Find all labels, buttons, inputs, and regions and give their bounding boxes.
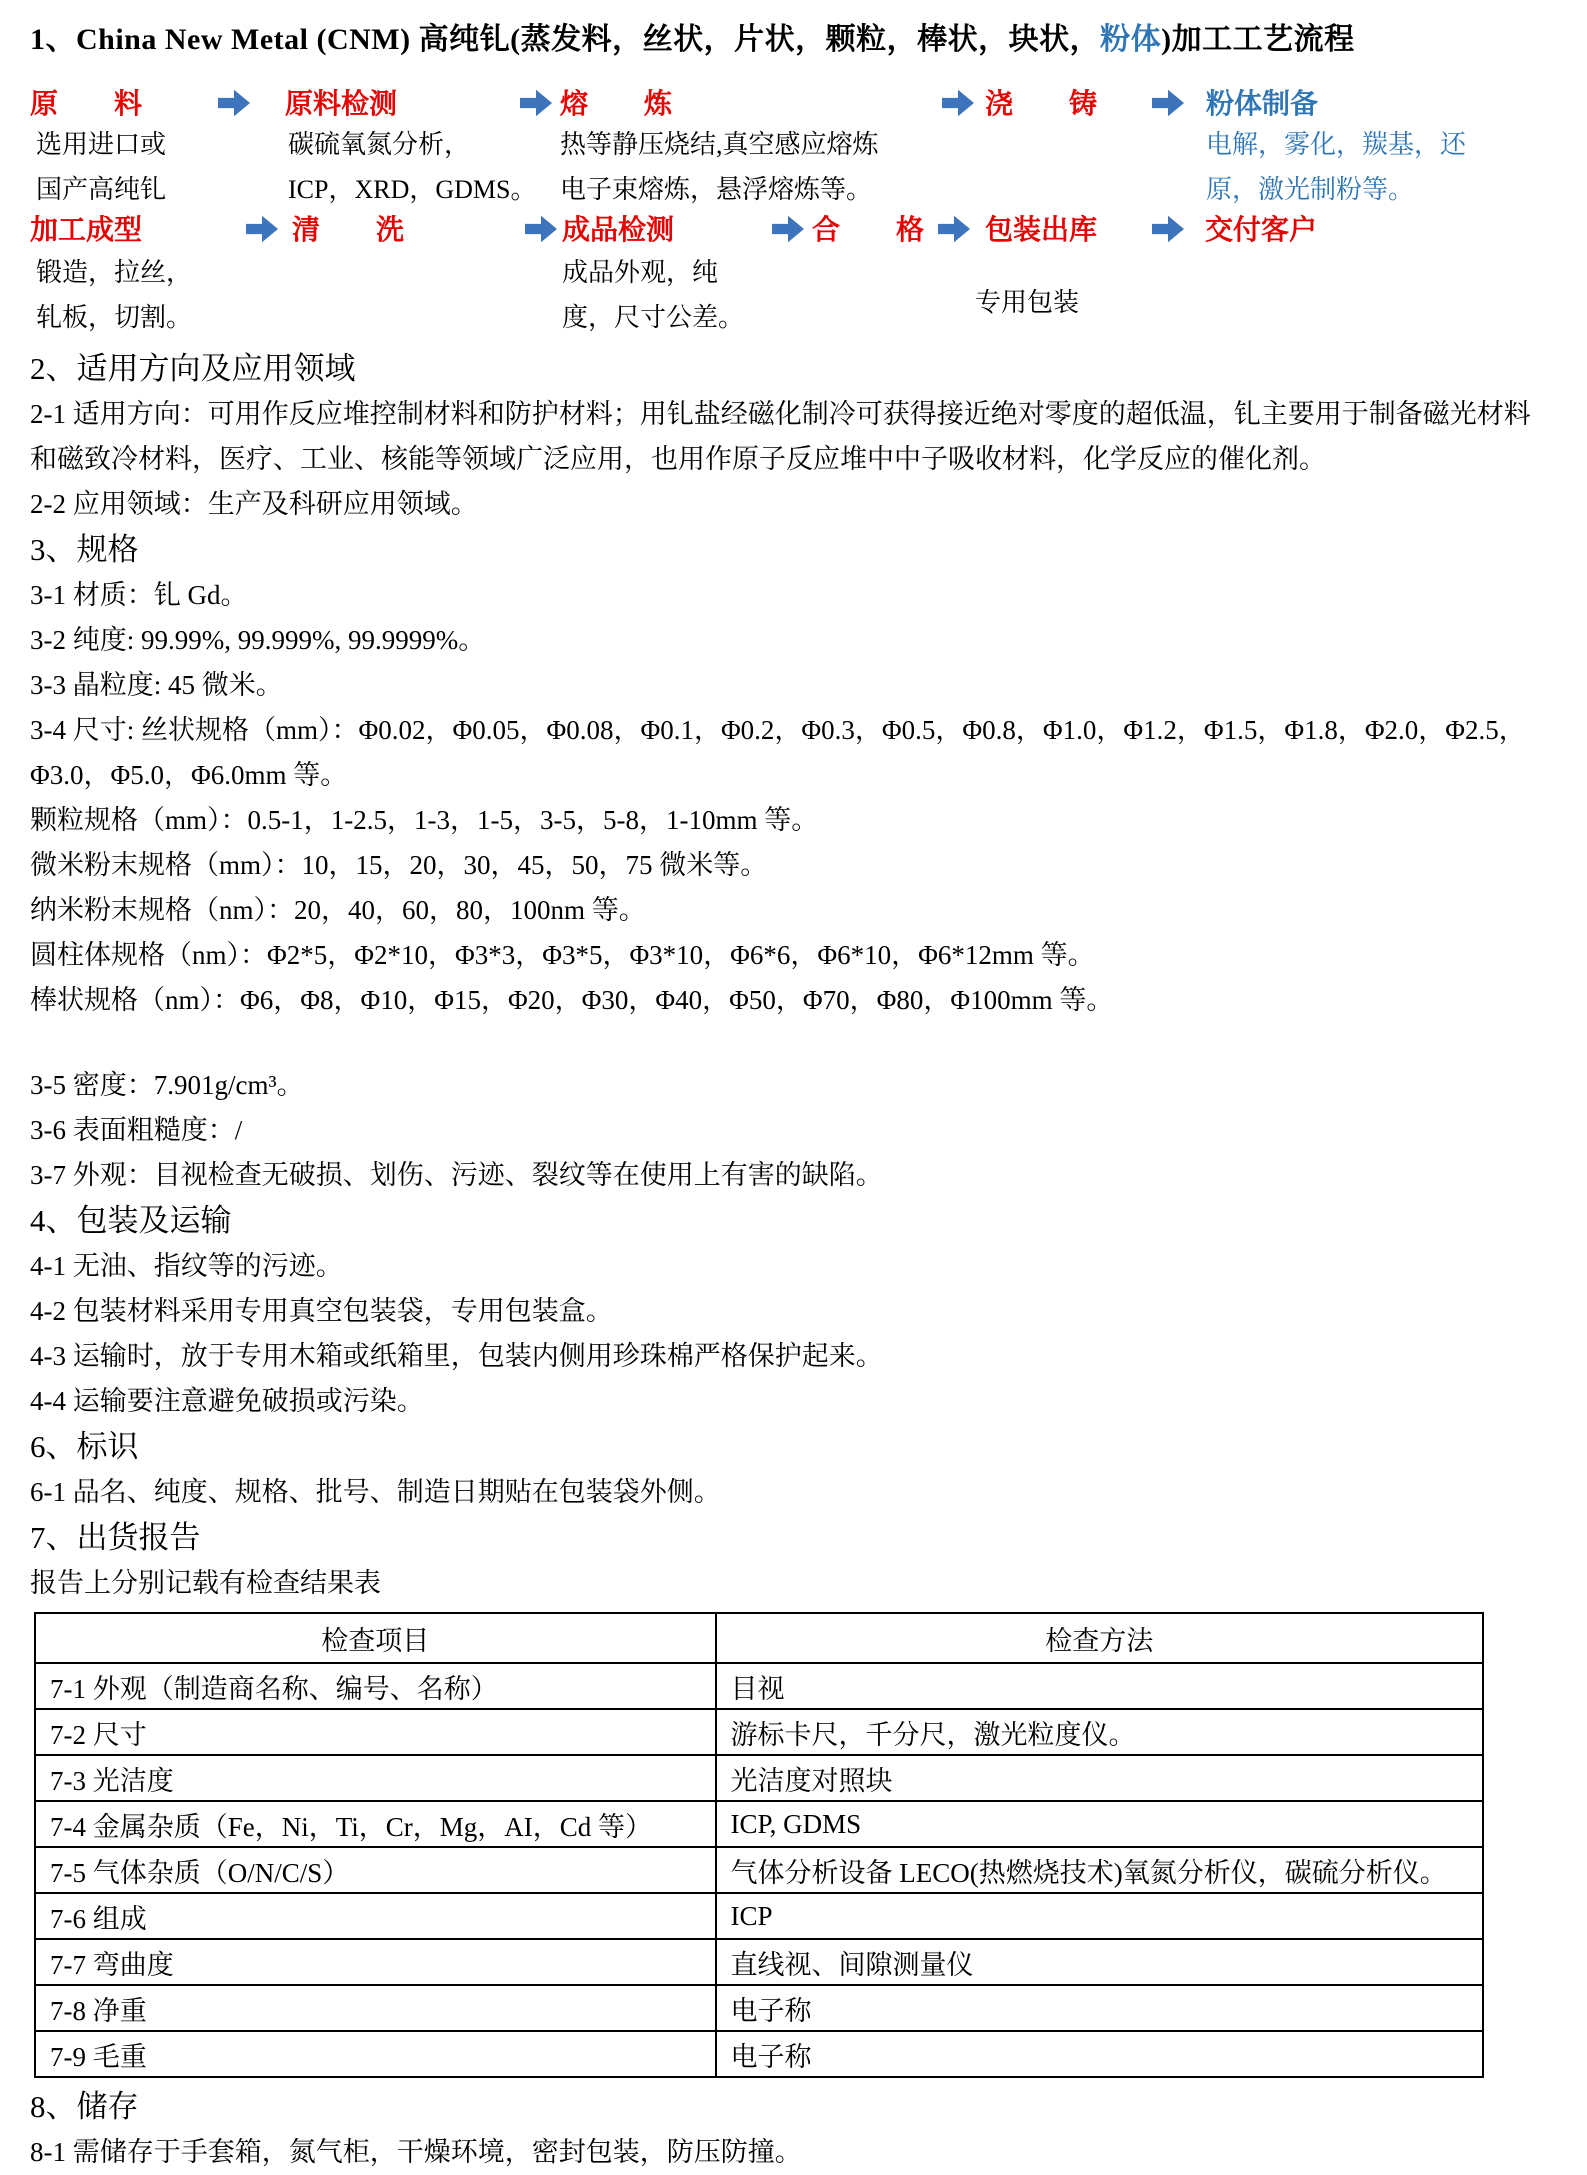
flow-desc-smelting: 热等静压烧结,真空感应熔炼 电子束熔炼，悬浮熔炼等。	[560, 130, 879, 204]
cell-item: 7-3 光洁度	[35, 1755, 716, 1801]
section-7-heading: 7、出货报告	[30, 1520, 201, 1555]
section-6-1: 6-1 品名、纯度、规格、批号、制造日期贴在包装袋外侧。	[30, 1477, 721, 1507]
cell-method: 光洁度对照块	[716, 1755, 1483, 1801]
section-2-2: 2-2 应用领域：生产及科研应用领域。	[30, 489, 478, 519]
flow-desc-packing: 专用包装	[975, 288, 1080, 317]
spec-rod: 棒状规格（nm）：Φ6，Φ8，Φ10，Φ15，Φ20，Φ30，Φ40，Φ50，Φ70，Φ80，Φ100mm 等。	[30, 985, 1114, 1015]
table-header-row	[35, 1613, 1483, 1663]
cell-item: 7-1 外观（制造商名称、编号、名称）	[35, 1663, 716, 1709]
flow-arrow-icon	[525, 214, 557, 244]
section-4-heading: 4、包装及运输	[30, 1203, 232, 1238]
column-header-item: 检查项目	[35, 1613, 716, 1663]
flow-arrow-icon	[942, 88, 974, 118]
cell-method: ICP, GDMS	[716, 1801, 1483, 1847]
section-3-heading: 3、规格	[30, 532, 139, 567]
flow-arrow-icon	[218, 88, 250, 118]
cell-method: 直线视、间隙测量仪	[716, 1939, 1483, 1985]
table-row	[35, 1939, 1483, 1985]
cell-item: 7-4 金属杂质（Fe，Ni，Ti，Cr，Mg，AI，Cd 等）	[35, 1801, 716, 1847]
flow-arrow-icon	[246, 214, 278, 244]
section-2-1: 2-1 适用方向：可用作反应堆控制材料和防护材料；用钆盐经磁化制冷可获得接近绝对零度的超低温，钆主要用于制备磁光材料和磁致冷材料，医疗、工业、核能等领域广泛应用，也用作原子反应堆中中子吸收材料，化学反应的催化剂。	[30, 399, 1531, 474]
flow-desc-powder-prep: 电解，雾化，羰基，还 原，激光制粉等。	[1206, 130, 1467, 204]
section-3-7: 3-7 外观：目视检查无破损、划伤、污迹、裂纹等在使用上有害的缺陷。	[30, 1160, 883, 1190]
cell-method: 电子称	[716, 2031, 1483, 2077]
table-row	[35, 2031, 1483, 2077]
flow-step-final-inspection: 成品检测	[562, 215, 675, 246]
report-table-intro: 报告上分别记载有检查结果表	[30, 1568, 381, 1598]
flow-step-qualified: 合 格	[812, 215, 925, 246]
table-row	[35, 1663, 1483, 1709]
page-title	[30, 14, 1547, 58]
process-flowchart	[30, 58, 1547, 346]
section-3-6: 3-6 表面粗糙度：/	[30, 1115, 243, 1145]
flow-desc-final-inspection: 成品外观，纯 度，尺寸公差。	[562, 258, 745, 332]
title-prefix: 1、China New Metal (CNM) 高纯钆(蒸发料，丝状，片状，颗粒，棒状，块状，	[30, 23, 1101, 56]
cell-item: 7-2 尺寸	[35, 1709, 716, 1755]
section-8-heading: 8、储存	[30, 2089, 139, 2124]
table-row	[35, 1755, 1483, 1801]
title-suffix: )加工工艺流程	[1161, 23, 1355, 56]
spec-micron-powder: 微米粉末规格（mm）：10，15，20，30，45，50，75 微米等。	[30, 850, 768, 880]
flow-step-powder-prep: 粉体制备	[1206, 89, 1319, 120]
cell-method: 气体分析设备 LECO(热燃烧技术)氧氮分析仪，碳硫分析仪。	[716, 1847, 1483, 1893]
table-row	[35, 1709, 1483, 1755]
flow-step-raw-inspection: 原料检测	[285, 89, 398, 120]
flow-desc-forming: 锻造，拉丝， 轧板，切割。	[36, 258, 193, 332]
flow-step-casting: 浇 铸	[985, 89, 1098, 120]
cell-item: 7-5 气体杂质（O/N/C/S）	[35, 1847, 716, 1893]
flow-arrow-icon	[1152, 214, 1184, 244]
section-6-heading: 6、标识	[30, 1429, 139, 1464]
title-highlight: 粉体	[1100, 23, 1162, 56]
flow-desc-raw-material: 选用进口或 国产高纯钆	[36, 130, 167, 204]
spec-nano-powder: 纳米粉末规格（nm）：20，40，60，80，100nm 等。	[30, 895, 646, 925]
flow-step-delivery: 交付客户	[1205, 215, 1318, 246]
inspection-table	[34, 1612, 1484, 2078]
cell-item: 7-7 弯曲度	[35, 1939, 716, 1985]
flow-arrow-icon	[520, 88, 552, 118]
cell-item: 7-6 组成	[35, 1893, 716, 1939]
column-header-method: 检查方法	[716, 1613, 1483, 1663]
section-4-3: 4-3 运输时，放于专用木箱或纸箱里，包装内侧用珍珠棉严格保护起来。	[30, 1341, 883, 1371]
cell-method: 游标卡尺，千分尺，激光粒度仪。	[716, 1709, 1483, 1755]
flow-step-packing-outbound: 包装出库	[985, 215, 1098, 246]
flow-arrow-icon	[772, 214, 804, 244]
flow-step-smelting: 熔 炼	[560, 89, 673, 120]
cell-method: 电子称	[716, 1985, 1483, 2031]
flow-arrow-icon	[938, 214, 970, 244]
table-row	[35, 1893, 1483, 1939]
cell-item: 7-9 毛重	[35, 2031, 716, 2077]
cell-item: 7-8 净重	[35, 1985, 716, 2031]
section-3-2: 3-2 纯度: 99.99%, 99.999%, 99.9999%。	[30, 625, 486, 655]
section-3-1: 3-1 材质：钆 Gd。	[30, 580, 248, 610]
flow-desc-raw-inspection: 碳硫氧氮分析， ICP，XRD，GDMS。	[288, 130, 537, 204]
cell-method: 目视	[716, 1663, 1483, 1709]
section-3-4: 3-4 尺寸: 丝状规格（mm）：Φ0.02，Φ0.05，Φ0.08，Φ0.1，Φ0.2，Φ0.3，Φ0.5，Φ0.8，Φ1.0，Φ1.2，Φ1.5，Φ1.8，Φ2.0，Φ2.5，Φ3.0，Φ5.0，Φ6.0mm 等。	[30, 715, 1526, 790]
section-4-2: 4-2 包装材料采用专用真空包装袋，专用包装盒。	[30, 1296, 613, 1326]
spec-cylinder: 圆柱体规格（nm）：Φ2*5，Φ2*10，Φ3*3，Φ3*5，Φ3*10，Φ6*6，Φ6*10，Φ6*12mm 等。	[30, 940, 1095, 970]
section-3-3: 3-3 晶粒度: 45 微米。	[30, 670, 283, 700]
section-2-heading: 2、适用方向及应用领域	[30, 351, 356, 386]
table-row	[35, 1847, 1483, 1893]
section-3-5: 3-5 密度：7.901g/cm³。	[30, 1070, 304, 1100]
section-4-1: 4-1 无油、指纹等的污迹。	[30, 1251, 343, 1281]
cell-method: ICP	[716, 1893, 1483, 1939]
spec-granule: 颗粒规格（mm）：0.5-1，1-2.5，1-3，1-5，3-5，5-8，1-10mm 等。	[30, 805, 819, 835]
flow-step-raw-material: 原 料	[30, 89, 143, 120]
table-row	[35, 1985, 1483, 2031]
flow-step-cleaning: 清 洗	[292, 215, 405, 246]
table-row	[35, 1801, 1483, 1847]
section-8-1: 8-1 需储存于手套箱，氮气柜，干燥环境，密封包装，防压防撞。	[30, 2137, 802, 2167]
flow-arrow-icon	[1152, 88, 1184, 118]
flow-step-forming: 加工成型	[30, 215, 143, 246]
section-4-4: 4-4 运输要注意避免破损或污染。	[30, 1386, 424, 1416]
